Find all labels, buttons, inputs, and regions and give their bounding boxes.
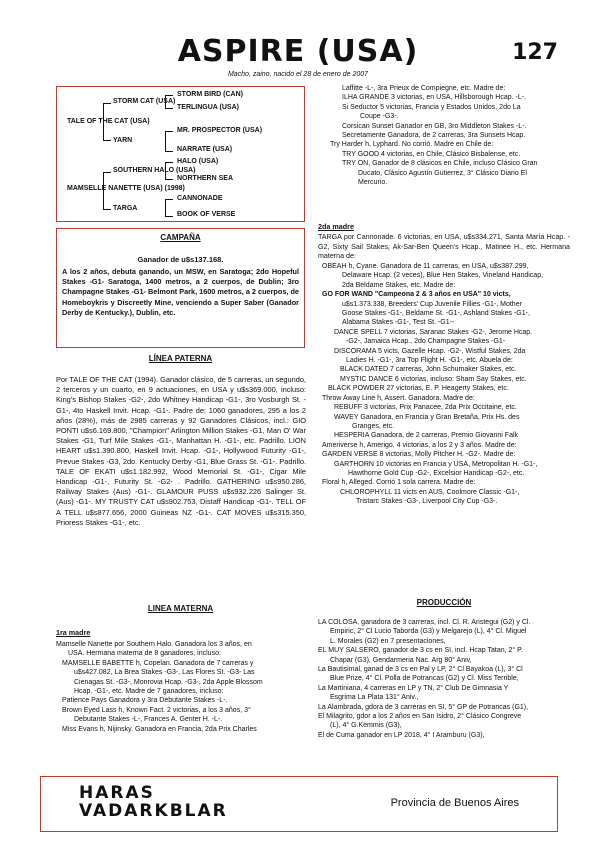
pedigree-line <box>103 172 111 173</box>
list-item: Secretamente Ganadora, de 2 carreras, 3ra Sunsets Hcap. <box>342 132 526 140</box>
linea-materna-heading: LINEA MATERNA <box>147 604 214 613</box>
list-item: ILHA GRANDE 3 victorias, en USA, Hillsborough Hcap. -L-. <box>342 94 527 102</box>
linea-paterna-heading: LÍNEA PATERNA <box>148 354 213 363</box>
campaign-box <box>56 228 305 348</box>
pedigree-dam-sire-sire: HALO (USA) <box>177 158 219 165</box>
pedigree-line <box>103 140 111 141</box>
list-item: USA. Hermana materna de 8 ganadores, incluso: <box>68 650 221 658</box>
list-item: Delaware Hcap. (2 veces), Blue Hen Stakes, Vineland Handicap, <box>342 272 544 280</box>
haras-name-line2: VADARKBLAR <box>79 801 228 821</box>
list-item: El Milagrito, gdor a los 2 años en San Isidro, 2° Clásico Congreve <box>318 713 522 721</box>
first-dam-title: 1ra madre <box>56 628 91 637</box>
list-item: Floral h, Alleged. Corrió 1 sola carrera. Madre de: <box>322 479 476 487</box>
pedigree-dam-dam-dam: BOOK OF VERSE <box>177 211 236 218</box>
pedigree-line <box>165 131 166 151</box>
list-item: CHLOROPHYLL 11 victs en AUS, Coolmore Classic -G1-, <box>340 488 520 496</box>
produccion-heading: PRODUCCIÓN <box>416 598 472 607</box>
list-item: u$s1.373.338, Breeders' Cup Juvenile Fillies -G1-, Mother <box>342 300 522 308</box>
list-item: Debutante Stakes -L-, Frances A. Genter H. -L-. <box>74 716 223 724</box>
list-item: Cienagas St. -G3-, Monrovia Hcap. -G3-, 2da Apple Blossom <box>74 678 263 686</box>
right-column-bottom <box>322 262 574 507</box>
pedigree-line <box>165 151 173 152</box>
list-item: u$s427.082, La Brea Stakes -G3-, Las Flores St. -G3- Las <box>74 669 255 677</box>
pedigree-dam-sire: SOUTHERN HALO (USA) <box>113 167 196 174</box>
list-item: OBEAH h, Cyane. Ganadora de 11 carreras, en USA, u$s387.299, <box>322 263 529 270</box>
list-item: MYSTIC DANCE 6 victorias, incluso: Sham Say Stakes, etc. <box>340 375 527 383</box>
list-item: Empiric, 2° Cl Lucio Taborda (G3) y Melgarejo (L), 4° Cl. Miguel <box>330 628 527 636</box>
pedigree-sire: TALE OF THE CAT (USA) <box>67 118 150 125</box>
pedigree-sire-dam-sire: MR. PROSPECTOR (USA) <box>177 127 263 134</box>
list-item: LA COLOSA, ganadora de 3 carreras, incl. Cl. R. Aristegui (G2) y Cl. <box>318 619 531 626</box>
list-item: HESPERIA Ganadora, de 2 carreras, Premio Giovanni Falk <box>334 432 519 440</box>
list-item: Mamselle Nanette por Southern Halo. Ganadora los 3 años, en <box>56 641 252 648</box>
list-item: GARDEN VERSE 8 victorias, Molly Pitcher H. -G2-. Madre de: <box>322 451 516 459</box>
list-item: Patience Pays Ganadora y 3ra Debutante Stakes -L-. <box>62 697 228 705</box>
list-item: MAMSELLE BABETTE h, Copelan. Ganadora de 7 carreras y <box>62 659 254 667</box>
list-item: TRY ON, Ganador de 8 clásicos en Chile, incluso Clásico Gran <box>342 160 538 168</box>
pedigree-dam-dam-sire: CANNONADE <box>177 195 223 202</box>
list-item: GO FOR WAND "Campeona 2 & 3 años en USA" 10 victs, <box>322 291 511 299</box>
pedigree-sire-dam: YARN <box>113 137 133 144</box>
campaign-earnings: Ganador de u$s137.168. <box>137 255 224 264</box>
campaign-text: A los 2 años, debuta ganando, un MSW, en Saratoga; 2do Hopeful Stakes -G1- Saratoga, 1400 metros, a 2 cuerpos, de Dublin; 3ro Champagne Stakes -G1- Belmont Park, 1600 metros, a 2 cuerpos, de Homeboykris y Discreetly Mine, venciendo a Super Saber (Ganador Derby de Kentucky.), Dublin, etc. <box>62 267 299 317</box>
list-item: Mercurio. <box>358 179 388 187</box>
pedigree-line <box>165 108 173 109</box>
pedigree-sire-sire-sire: STORM BIRD (CAN) <box>177 91 243 98</box>
list-item: BLACK DATED 7 carreras, John Schumaker Stakes, etc. <box>340 366 517 374</box>
list-item: La Martiniana, 4 carreras en LP y TN, 2° Club De Gimnasia Y <box>318 684 509 692</box>
pedigree-line <box>103 103 111 104</box>
pedigree-line <box>165 131 173 132</box>
pedigree-sire-sire: STORM CAT (USA) <box>113 98 176 105</box>
list-item: Brown Eyed Lass h, Known Fact. 2 victorias, a los 3 años, 3° <box>62 706 251 714</box>
province-label: Provincia de Buenos Aires <box>390 797 519 809</box>
pedigree-dam: MAMSELLE NANETTE (USA) (1998) <box>67 185 185 192</box>
pedigree-sire-sire-dam: TERLINGUA (USA) <box>177 104 239 111</box>
pedigree-dam-dam: TARGA <box>113 205 138 212</box>
list-item: Throw Away Line h, Assert. Ganadora. Madre de: <box>322 394 475 402</box>
list-item: La Bautisimal, ganad de 3 cs en Pal y LP, 2° Cl Bayakoa (L), 3° Cl <box>318 666 523 674</box>
list-item: Chapar (G3), Gendarmeria Nac. Arg 80° Aniv, <box>330 656 472 664</box>
list-item: L. Morales (G2) en 7 presentaciones, <box>330 637 446 645</box>
list-item: TRY GOOD 4 victorias, en Chile, Clásico Bisbalense, etc. <box>342 150 521 158</box>
list-item: WAVEY Ganadora, en Francia y Gran Bretaña, Prix Hs. des <box>334 413 520 421</box>
list-item: (L), 4° G.Kemmis (G3), <box>330 722 402 730</box>
list-item: Si Seductor 5 victorias, Francia y Estados Unidos, 2do La <box>342 103 521 111</box>
list-item: Hcap. -G1-, etc. Madre de 7 ganadores, incluso: <box>74 688 224 696</box>
linea-materna-list <box>56 640 312 734</box>
list-item: 2da Beldame Stakes, etc. Madre de: <box>342 281 456 289</box>
list-item: Hawthorne Gold Cup -G2-, Excelsior Handicap -G2-, etc. <box>348 469 525 477</box>
pedigree-line <box>165 199 173 200</box>
list-item: Miss Evans h, Nijinsky. Ganadora en Francia, 2da Prix Charles <box>62 725 257 733</box>
second-dam-title: 2da madre <box>318 222 354 231</box>
list-item: DISCORAMA 5 victs, Gazelle Hcap. -G2-, Wistful Stakes, 2da <box>334 347 526 355</box>
list-item: Goose Stakes -G1-, Beldame St. -G1-, Ashland Stakes -G1-, <box>342 310 530 318</box>
horse-subtitle: Macho, zaino, nacido el 28 de enero de 2007 <box>227 71 369 78</box>
campaign-title: CAMPAÑA <box>160 233 201 242</box>
list-item: DANCE SPELL 7 victorias, Saranac Stakes -G2-, Jerome Hcap. <box>334 328 533 336</box>
targa-text: TARGA por Cannonade. 6 victorias, en USA, u$s334.271, Santa María Hcap. -G2, Sixty Sail Stakes, Ak-Sar-Ben Queen's Hcap., Matinee H., etc. Hermana materna de: <box>318 233 570 261</box>
pedigree-line <box>165 95 173 96</box>
list-item: Granges, etc. <box>352 422 395 430</box>
list-item: Alabama Stakes -G1-, Test St. -G1-- <box>342 319 455 327</box>
pedigree-line <box>165 162 173 163</box>
list-item: REBUFF 3 victorias, Prix Panacee, 2da Prix Occitaine, etc. <box>334 404 517 412</box>
list-item: Try Harder h, Lyphard. No corrió. Madre en Chile de: <box>330 141 494 149</box>
pedigree-dam-sire-dam: NORTHERN SEA <box>177 175 234 182</box>
page-number: 127 <box>512 40 558 65</box>
list-item: BLACK POWDER 27 victorias, E. P. Heagerty Stakes, etc. <box>328 385 509 393</box>
pedigree-line <box>103 209 111 210</box>
list-item: GARTHORN 10 victorias en Francia y USA, Metropolitan H. -G1-, <box>334 460 538 468</box>
horse-title: ASPIRE (USA) <box>177 34 419 69</box>
pedigree-sire-dam-dam: NARRATE (USA) <box>177 146 233 153</box>
list-item: El de Cuma ganador en LP 2018, 4° I Aramburu (G3), <box>318 731 485 739</box>
list-item: La Alambrada, gdora de 3 carreras en SI, 5° GP de Potrancas (G1), <box>318 703 529 711</box>
haras-name-line1: HARAS <box>79 783 155 803</box>
list-item: Laffitte -L-, 3ra Prieux de Compiegne, etc. Madre de: <box>342 85 506 92</box>
list-item: Ducato, Clásico Agustín Gutierrez, 3° Clásico Diario El <box>358 169 527 177</box>
produccion-list <box>318 618 580 740</box>
footer-box <box>40 776 558 832</box>
pedigree-line <box>165 216 173 217</box>
list-item: Blue Prize, 4° Cl. Polla de Potrancas (G2) y Cl. Miss Terrible, <box>330 675 519 683</box>
list-item: Esgrima La Plata 131° Aniv., <box>330 694 419 702</box>
list-item: EL MUY SALSERO, ganador de 3 cs en SI, incl. Hcap Tatan, 2° P. <box>318 647 523 655</box>
list-item: Corsican Sunset Ganador en GB, 3ro Middleton Stakes -L-. <box>342 122 527 130</box>
list-item: Tristarc Stakes -G3-, Liverpool City Cup -G3-. <box>356 498 498 506</box>
linea-paterna-text: Por TALE OF THE CAT (1994). Ganador clásico, de 5 carreras, un segundo, 2 terceros y un cuarto, en 9 actuaciones, en USA y u$s369.000, incluso: King's Bishop Stakes -G2-, 2do Whitney Handicap -G1-, 3ro Vosburgh St. -G1-, 4to Haskell Invit. Hcap. -G1-. Padre de: 1060 ganadores, 295 a los 2 años (28%), más de 2985 carreras y 92 Ganadores Clásicos, incl.: GIO PONTI u$s6.169.800, "Champion" Arlington Million Stakes -G1, Man O' War Stakes -G1, Turf Mile Stakes -G1-, Manhattan H. -G1-, etc. Padrillo. LION HEART u$s1.390.800, Haskell Invit. Hcap. -G1-, Hollywood Futurity -G1-, Prevue Stakes -G3, 2do. Kentucky Derby -G1, Blue Grass St. -G1-. Padrillo. TALE OF EKATI u$s1.182.992, Wood Memorial St. -G1-, Cigar Mile Handicap -G1-, Futurity St. -G2- . Padrillo. GATHERING u$s950.286, Railway Stakes (Aus) -G1-. GLAMOUR PUSS u$s932.226 Salinger St. (Aus) -G1-. MY TRUSTY CAT u$s902.753, Distaff Handicap -G1-. TELL OF A TELL u$s877.656, 2000 Guineas NZ -G1-. CAT MOVES u$s315.350, Prioress Stakes -G1-, etc. <box>56 375 306 527</box>
list-item: -G2-, Jamaica Hcap., 2do Champagne Stakes -G1- <box>346 338 506 346</box>
pedigree-line <box>165 199 166 216</box>
list-item: Ladies H. -G1-, 3ra Top Flight H. -G1-, etc. Abuela de: <box>346 357 513 365</box>
list-item: Ameriverse h, Amerigo. 4 victorias, a los 2 y 3 años. Madre de: <box>322 441 517 449</box>
right-column-top <box>330 84 570 187</box>
pedigree-box <box>56 86 305 222</box>
list-item: Coupe -G3-. <box>360 113 399 121</box>
pedigree-line <box>165 179 173 180</box>
